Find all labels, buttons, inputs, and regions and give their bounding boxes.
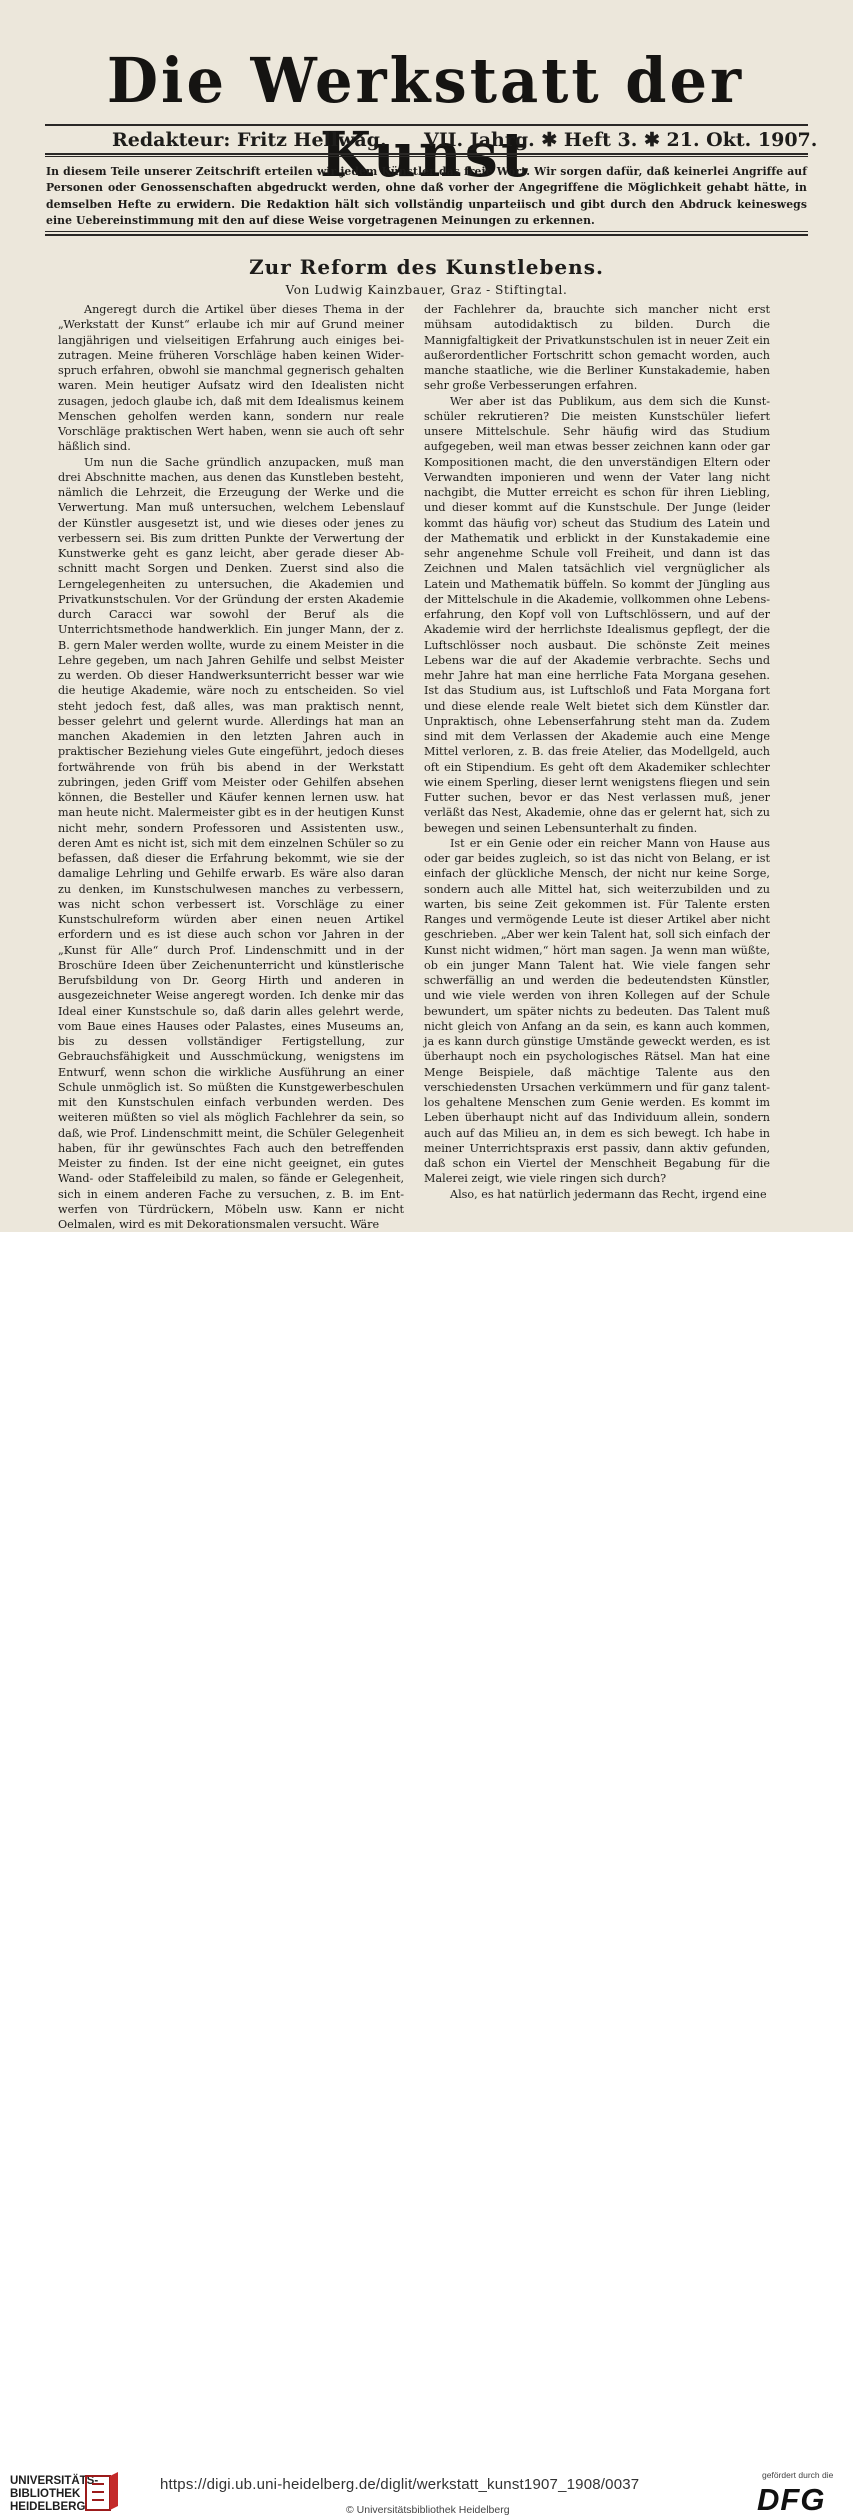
issue-line: VII. Jahrg. ✱ Heft 3. ✱ 21. Okt. 1907.: [424, 129, 818, 151]
paragraph: Angeregt durch die Artikel über dieses Thema in der „Werkstatt der Kunst“ erlaube ich mir auf Grund meiner langjährigen und vielseitigen Erfahrung auch einiges beizutragen. Meine früheren Vorschläge haben keinen Widerspruch erfahren, obwohl sie manchmal gegnerisch gehalten waren. Mein heutiger Aufsatz wird den Idealisten nicht zusagen, jedoch glaube ich, daß mit dem Idealismus keinem Menschen geholfen werden kann, sondern nur reale Vorschläge praktischen Wert haben, wenn sie auch oft sehr häßlich sind.: [58, 303, 404, 454]
article-column-left: [58, 302, 404, 1232]
notice-rule: [45, 234, 808, 236]
funder-note: gefördert durch die: [762, 2470, 834, 2480]
page-url[interactable]: https://digi.ub.uni-heidelberg.de/diglit/werkstatt_kunst1907_1908/0037: [160, 2476, 640, 2493]
dfg-logo: DFG: [757, 2482, 826, 2517]
editorial-notice: [46, 164, 807, 230]
library-name-line: BIBLIOTHEK: [10, 2488, 81, 2500]
viewer-footer: [0, 1232, 853, 2517]
paragraph: der Fachlehrer da, brauchte sich mancher nicht erst mühsam autodidaktisch zu bilden. Durch die Mannigfaltigkeit der Privatkunstschulen ist in neuer Zeit ein außerordentlicher Fortschritt schon gemacht worden, auch manche staatliche, wie die Berliner Kunstakademie, haben sehr große Verbesserungen erfahren.: [424, 303, 770, 393]
copyright: © Universitätsbibliothek Heidelberg: [346, 2504, 510, 2516]
header-rule-top: [45, 124, 808, 126]
paragraph: Also, es hat natürlich jedermann das Recht, irgend eine: [450, 1187, 767, 1201]
masthead-title: Die Werkstatt der Kunst: [106, 44, 745, 191]
notice-rule-thin: [45, 231, 808, 232]
editor-line: Redakteur: Fritz Hellwag.: [112, 129, 387, 151]
paragraph: Um nun die Sache gründlich anzupacken, muß man drei Abschnitte machen, aus denen das Kunstleben besteht, nämlich die Lehrzeit, die Erzeugung der Werke und die Verwertung. Man muß untersuchen, welchem Lebenslauf der Künstler ausgesetzt ist, und wie dieses oder jenes zu verbessern sei. Bis zum dritten Punkte der Verwertung der Kunstwerke geht es ganz leicht, aber gerade dieser Abschnitt macht Sorgen und Denken. Zuerst sind also die Lerngelegenheiten zu untersuchen, die Akademien und Privatkunstschulen. Vor der Gründung der ersten Akademie durch Caracci war sowohl der Beruf als die Unterrichtsmethode handwerklich. Ein junger Mann, der z. B. gern Maler werden wollte, wurde zu einem Meister in die Lehre gegeben, um nach Jahren Gehilfe und selbst Meister zu werden. Ob dieser Handwerksunterricht besser war wie die heutige Akademie, wäre noch zu entscheiden. So viel steht jedoch fest, daß alles, was man praktisch nennt, besser gelehrt und gelernt wurde. Allerdings hat man an manchen Akademien in den letzten Jahren auch in praktischer Beziehung vieles Gute eingeführt, jedoch dieses fortwährende von früh bis abend in der Werkstatt zubringen, jeden Griff vom Meister oder Gehilfen absehen können, die Besteller und Käufer kennen lernen usw. hat man heute nicht. Malermeister gibt es in der heutigen Kunst nicht mehr, sondern Professoren und Assistenten usw., deren Amt es nicht ist, sich mit dem einzelnen Schüler so zu befassen, daß dieser die Erfahrung bekommt, wie sie der damalige Lehrling und Gehilfe erwarb. Es wäre also daran zu denken, im Kunstschulwesen manches zu verbessern, was nicht schon verbessert ist. Vorschläge zu einer Kunstschulreform würden aber einen neuen Artikel erfordern und es ist diese auch schon vor Jahren in der „Kunst für Alle“ durch Prof. Lindenschmitt und in der Broschüre Ideen über Zeichenunterricht und künstlerische Berufsbildung von Dr. Georg Hirth und anderen in ausgezeichneter Weise angeregt worden. Ich denke mir das Ideal einer Kunstschule so, daß darin alles gelehrt werde, vom Baue eines Hauses oder Palastes, eines Museums an, bis zu dessen vollständiger Fertigstellung, zur Gebrauchsfähigkeit und Ausschmückung, wenigstens im Entwurf, wenn schon die wirkliche Ausführung an einer Schule unmöglich ist. So müßten die Kunstgewerbeschulen mit den Kunstschulen einfach verbunden werden. Des weiteren müßten so viel als möglich Fachlehrer da sein, so daß, wie Prof. Lindenschmitt meint, die Schüler Gelegenheit haben, für ihr gewünschtes Fach auch den betreffenden Meister zu finden. Ist der eine nicht geeignet, ein gutes Wand- oder Staffeleibild zu malen, so fände er Gelegenheit, sich in einem anderen Fache zu versuchen, z. B. im Entwerfen von Türdrückern, Möbeln usw. Kann er nicht Oelmalen, wird es mit Dekorationsmalen versucht. Wäre: [58, 455, 404, 1231]
newspaper-page: [0, 0, 853, 1232]
article-title: Zur Reform des Kunstlebens.: [249, 255, 604, 279]
paragraph: Wer aber ist das Publikum, aus dem sich die Kunstschüler rekrutieren? Die meisten Kunstschüler liefert unsere Mittelschule. Sehr häufig wird das Studium aufgegeben, weil man etwas besser zeichnen kann oder gar Kompositionen macht, die den unverständigen Eltern oder Verwandten imponieren und wenn der Vater lang nicht nachgibt, die Mutter erreicht es schon für ihren Liebling, und dieser kommt auf die Kunstschule. Der Junge (leider kommt das häufig vor) scheut das Studium des Latein und der Mathematik und erblickt in der Kunstakademie eine sehr angenehme Schule voll Freiheit, und dann ist das Zeichnen und Malen tatsächlich viel vergnüglicher als Latein und Mathematik büffeln. So kommt der Jüngling aus der Mittelschule in die Akademie, vollkommen ohne Lebenserfahrung, den Kopf voll von Luftschlössern, und auf der Akademie wird der herrlichste Idealismus gepflegt, der die Luftschlösser noch ausbaut. Die schönste Zeit meines Lebens war die auf der Akademie verbrachte. Sechs und mehr Jahre hat man eine herrliche Fata Morgana gesehen. Ist das Studium aus, ist Luftschloß und Fata Morgana fort und diese elende reale Welt bietet sich dem Künstler dar. Unpraktisch, ohne Lebenserfahrung steht man da. Zudem sind mit dem Verlassen der Akademie auch eine Menge Mittel verloren, z. B. das freie Atelier, das Modellgeld, auch oft ein Stipendium. Es geht oft dem Akademiker schlechter wie einem Sperling, dieser lernt wenigstens fliegen und sein Futter suchen, bevor er das Nest verlassen muß, jener verläßt das Nest, Akademie, ohne das er gelernt hat, sich zu bewegen und seinen Lebensunterhalt zu finden.: [424, 394, 770, 835]
editorial-notice-text: In diesem Teile unserer Zeitschrift erteilen wir jedem Künstler das freie Wort. Wir sorgen dafür, daß keinerlei Angriffe auf Personen oder Genossenschaften abgedruckt werden, ohne daß vorher der Angegriffene die Möglichkeit gehabt hätte, in demselben Hefte zu erwidern. Die Redaktion hält sich vollständig unparteiisch und gibt durch den Abdruck keineswegs eine Uebereinstimmung mit den auf diese Weise vorgetragenen Meinungen zu erkennen.: [46, 165, 807, 228]
paragraph: Ist er ein Genie oder ein reicher Mann von Hause aus oder gar beides zugleich, so ist das nicht von Belang, er ist einfach der glückliche Mensch, der nicht nur keine Sorge, sondern auch alle Mittel hat, sich weiterzubilden und zu warten, bis seine Zeit gekommen ist. Für Talente ersten Ranges und vermögende Leute ist dieser Artikel aber nicht geschrieben. „Aber wer kein Talent hat, soll sich einfach der Kunst nicht widmen,“ hört man sagen. Ja wenn man wüßte, ob ein junger Mann Talent hat. Wie viele fangen sehr schwerfällig an und werden die bedeutendsten Künstler, und wie viele werden von ihren Kollegen auf der Schule bewundert, um später nichts zu bedeuten. Das Talent muß nicht gleich von Anfang an da sein, es kann auch kommen, ja es kann durch günstige Umstände geweckt werden, es ist überhaupt noch ein psychologisches Rätsel. Man hat eine Menge Beispiele, daß mächtige Talente aus den verschiedensten Ursachen verkümmern und für ganz talentlos gehaltene Menschen zum Genie werden. Es kommt im Leben überhaupt nicht auf das Individuum allein, sondern auch auf das Milieu an, in dem es sich bewegt. Ich habe in meiner Unterrichtspraxis erst passiv, dann aktiv gefunden, daß schon ein Viertel der Menschheit Begabung für die Malerei zeigt, wie viele ringen sich durch?: [424, 836, 770, 1186]
library-name-line: UNIVERSITÄTS-: [10, 2475, 99, 2487]
header-rule-bottom: [45, 153, 808, 155]
header-rule-bottom-thin: [45, 156, 808, 157]
article-byline: Von Ludwig Kainzbauer, Graz - Stiftingtal.: [285, 283, 568, 297]
article-column-right: [424, 302, 770, 1202]
library-logo-icon: [84, 2470, 120, 2516]
library-name-line: HEIDELBERG: [10, 2501, 86, 2513]
